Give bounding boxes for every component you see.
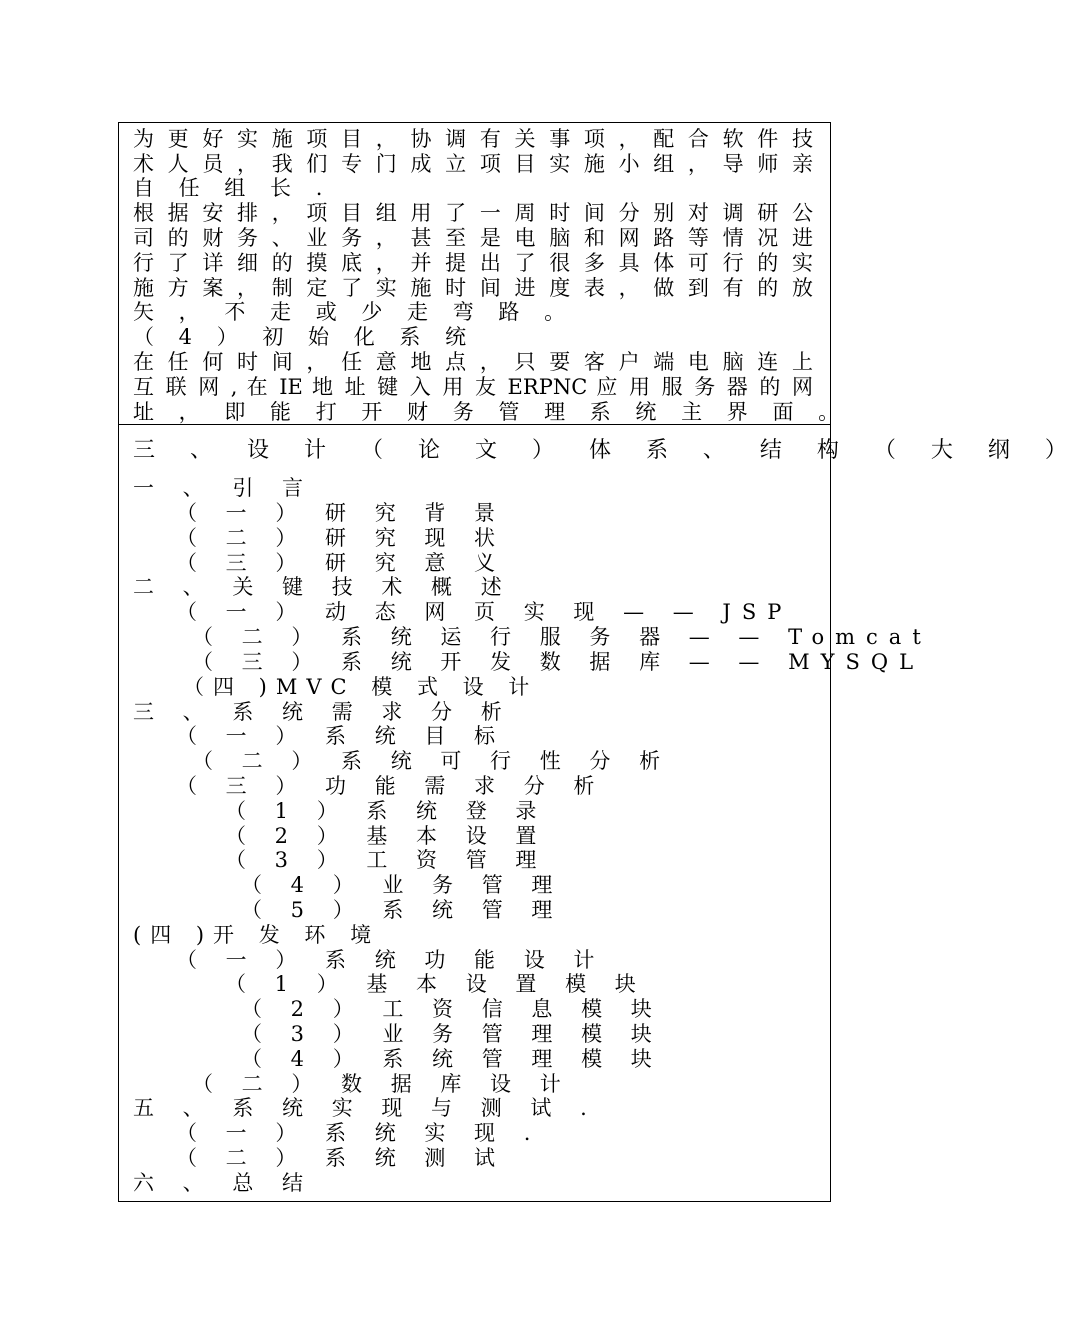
outline-item: （ 一 ） 动 态 网 页 实 现 — — JSP [176, 600, 793, 624]
paragraph-line: 自 任 组 长 . [133, 176, 332, 200]
outline-item: （ 1 ） 系 统 登 录 [225, 799, 548, 823]
paragraph-line: 矢 ， 不 走 或 少 走 弯 路 。 [133, 300, 575, 324]
outline-item: （ 二 ） 研 究 现 状 [176, 526, 507, 550]
row-divider [119, 424, 830, 425]
outline-item: （ 4 ） 系 统 管 理 模 块 [241, 1047, 663, 1071]
outline-item: （ 2 ） 基 本 设 置 [225, 824, 548, 848]
outline-item: （ 一 ） 系 统 实 现 . [176, 1121, 542, 1145]
outline-item: （ 4 ） 业 务 管 理 [241, 873, 564, 897]
outline-item: 六 、 总 结 [133, 1171, 315, 1195]
outline-item: （ 3 ） 业 务 管 理 模 块 [241, 1022, 663, 1046]
outline-item: （ 二 ） 系 统 可 行 性 分 析 [192, 749, 672, 773]
outline-item: （ 三 ） 研 究 意 义 [176, 551, 507, 575]
outline-item: （ 2 ） 工 资 信 息 模 块 [241, 997, 663, 1021]
paragraph-line: 术 人 员 ， 我 们 专 门 成 立 项 目 实 施 小 组 ， 导 师 亲 [133, 152, 813, 176]
outline-item: （ 5 ） 系 统 管 理 [241, 898, 564, 922]
outline-item: 二 、 关 键 技 术 概 述 [133, 575, 513, 599]
outline-item: （ 二 ） 系 统 测 试 [176, 1146, 507, 1170]
outline-item: 三 、 系 统 需 求 分 析 [133, 700, 513, 724]
paragraph-line: 在 任 何 时 间 ， 任 意 地 点 ， 只 要 客 户 端 电 脑 连 上 [133, 350, 813, 374]
outline-title: 三 、 设 计 （ 论 文 ） 体 系 、 结 构 （ 大 纲 ） [133, 438, 1081, 463]
outline-item: (四 )开 发 环 境 [133, 923, 381, 947]
outline-item: （ 一 ） 系 统 目 标 [176, 724, 507, 748]
outline-item: （ 二 ） 数 据 库 设 计 [192, 1072, 572, 1096]
paragraph-line: 司 的 财 务 、 业 务 ， 甚 至 是 电 脑 和 网 路 等 情 况 进 [133, 226, 813, 250]
section-subheading: （ 4 ） 初 始 化 系 统 [133, 325, 476, 349]
outline-item: （ 二 ） 系 统 运 行 服 务 器 — — Tomcat [192, 625, 932, 649]
outline-item: （ 3 ） 工 资 管 理 [225, 848, 548, 872]
outline-item: （ 三 ） 功 能 需 求 分 析 [176, 774, 606, 798]
paragraph-line: 施 方 案 ， 制 定 了 实 施 时 间 进 度 表 ， 做 到 有 的 放 [133, 276, 813, 300]
paragraph-line: 行 了 详 细 的 摸 底 ， 并 提 出 了 很 多 具 体 可 行 的 实 [133, 251, 813, 275]
paragraph-line: 互 联 网 , 在 IE 地 址 键 入 用 友 ERPNC 应 用 服 务 器 的 网 [133, 375, 813, 399]
outline-item: （ 三 ） 系 统 开 发 数 据 库 — — MYSQL [192, 650, 925, 674]
outline-item: （ 1 ） 基 本 设 置 模 块 [225, 972, 647, 996]
paragraph-line: 根 据 安 排 ， 项 目 组 用 了 一 周 时 间 分 别 对 调 研 公 [133, 201, 813, 225]
outline-item: （四 )MVC 模 式 设 计 [183, 675, 539, 699]
document-table [118, 122, 1081, 1202]
outline-item: 五 、 系 统 实 现 与 测 试 . [133, 1096, 598, 1120]
outline-item: 一 、 引 言 [133, 476, 315, 500]
paragraph-line: 址 ， 即 能 打 开 财 务 管 理 系 统 主 界 面 。 [133, 400, 849, 424]
outline-item: （ 一 ） 研 究 背 景 [176, 501, 507, 525]
outline-item: （ 一 ） 系 统 功 能 设 计 [176, 948, 606, 972]
paragraph-line: 为 更 好 实 施 项 目 ， 协 调 有 关 事 项 ， 配 合 软 件 技 [133, 127, 813, 151]
